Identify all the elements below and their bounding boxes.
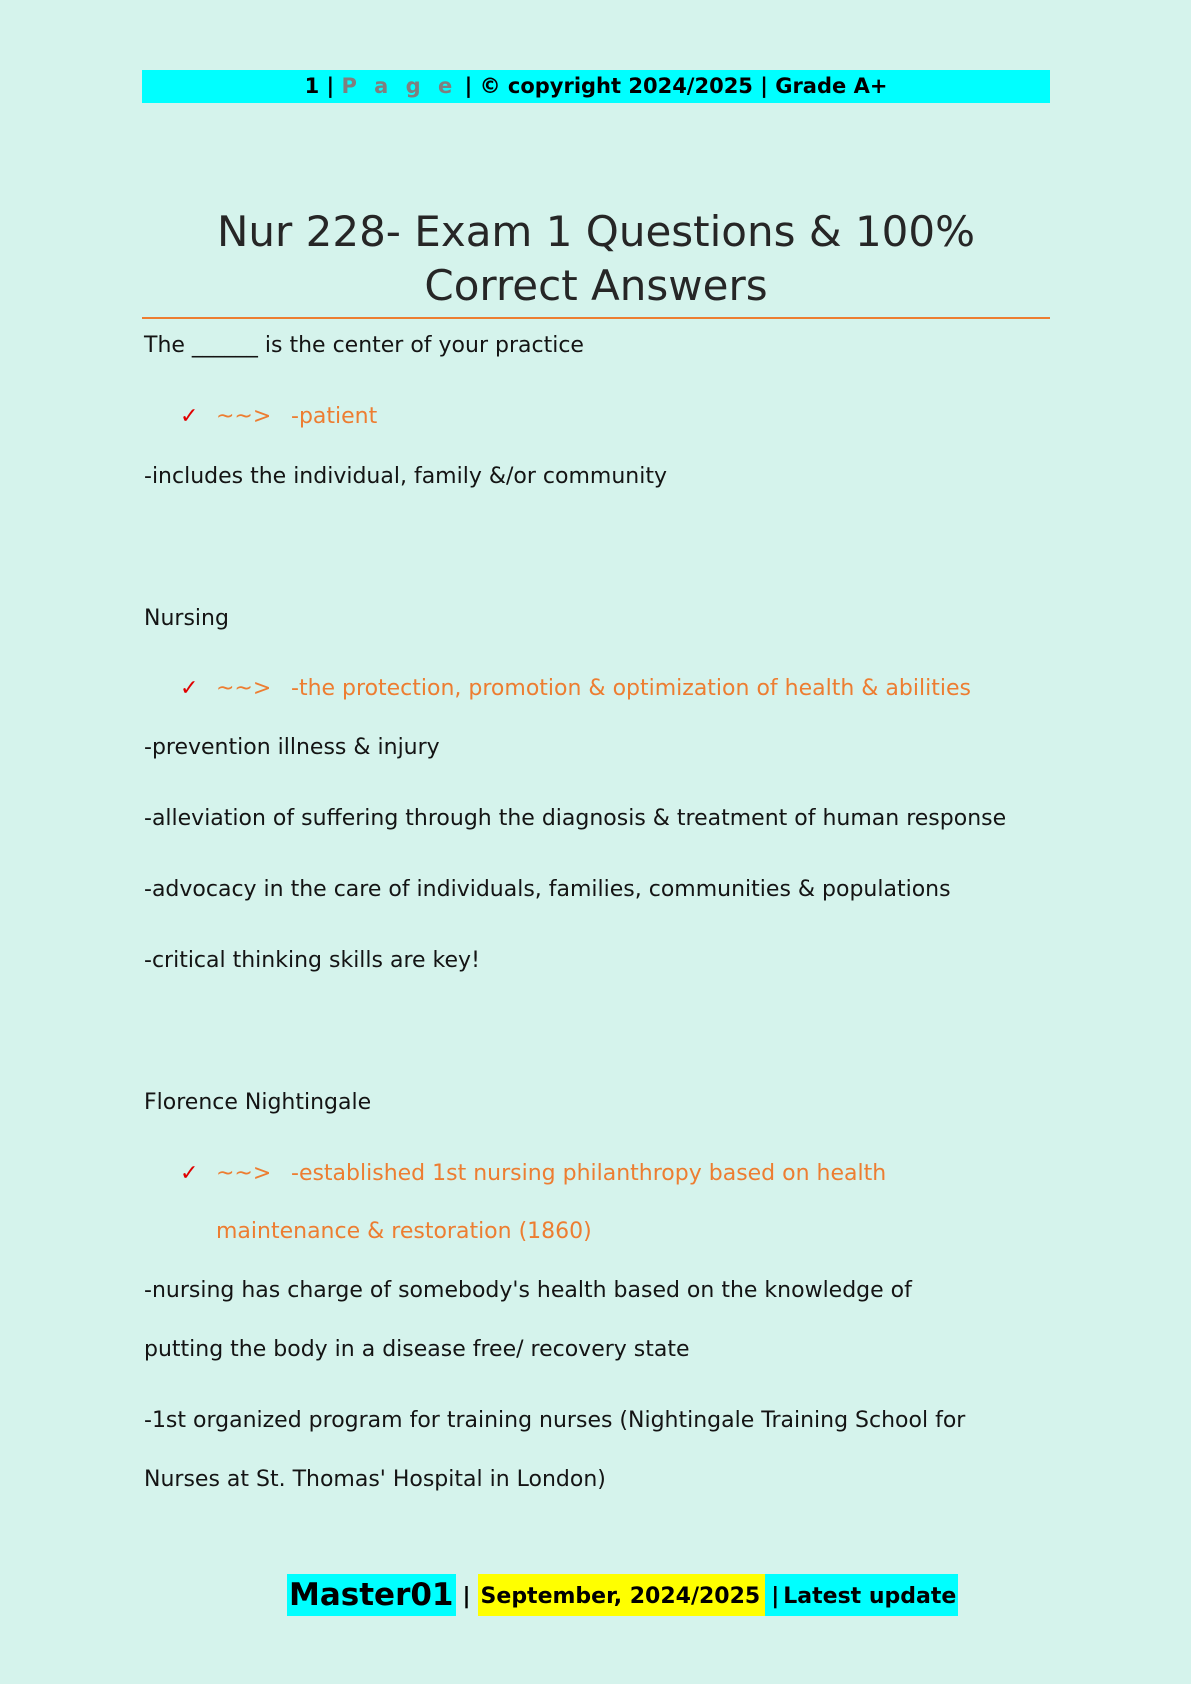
note-text: -nursing has charge of somebody's health based on the knowledge of bbox=[144, 1278, 912, 1303]
footer-date: September, 2024/2025 bbox=[478, 1574, 766, 1616]
answer-text: maintenance & restoration (1860) bbox=[216, 1219, 592, 1244]
answer-text: -the protection, promotion & optimization of health & abilities bbox=[291, 676, 971, 701]
note-text: -critical thinking skills are key! bbox=[144, 948, 480, 973]
header-separator: | bbox=[326, 74, 335, 98]
checkmark-icon: ✓ bbox=[180, 404, 199, 429]
page-label: P a g e bbox=[341, 74, 458, 98]
note-text: Nurses at St. Thomas' Hospital in London) bbox=[144, 1467, 606, 1492]
copyright-text: © copyright 2024/2025 bbox=[479, 74, 753, 98]
question-text: Nursing bbox=[144, 606, 229, 631]
question-text: Florence Nightingale bbox=[144, 1090, 372, 1115]
note-text: -1st organized program for training nurses (Nightingale Training School for bbox=[144, 1408, 966, 1433]
arrow-marker: ~~> bbox=[216, 404, 272, 429]
note-text: -advocacy in the care of individuals, families, communities & populations bbox=[144, 877, 951, 902]
page-number: 1 bbox=[304, 74, 320, 98]
note-text: -includes the individual, family &/or community bbox=[144, 464, 667, 489]
footer-separator: | bbox=[765, 1574, 783, 1616]
title-underline bbox=[142, 317, 1050, 319]
footer-latest-update: Latest update bbox=[783, 1574, 958, 1616]
answer-text: -patient bbox=[291, 404, 378, 429]
arrow-marker: ~~> bbox=[216, 1161, 272, 1186]
page-footer bbox=[287, 1574, 958, 1616]
note-text: putting the body in a disease free/ recovery state bbox=[144, 1337, 690, 1362]
checkmark-icon: ✓ bbox=[180, 676, 199, 701]
document-title: Nur 228- Exam 1 Questions & 100% Correct Answers bbox=[216, 207, 976, 310]
answer-text: -established 1st nursing philanthropy based on health bbox=[291, 1161, 887, 1186]
footer-brand: Master01 bbox=[287, 1574, 456, 1616]
header-separator: | bbox=[760, 74, 768, 98]
grade-text: Grade A+ bbox=[775, 74, 888, 98]
note-text: -prevention illness & injury bbox=[144, 735, 440, 760]
checkmark-icon: ✓ bbox=[180, 1161, 199, 1186]
page-header bbox=[142, 70, 1050, 103]
header-separator: | bbox=[464, 74, 473, 98]
arrow-marker: ~~> bbox=[216, 676, 272, 701]
question-text: The ______ is the center of your practice bbox=[144, 333, 584, 358]
note-text: -alleviation of suffering through the diagnosis & treatment of human response bbox=[144, 806, 1007, 831]
footer-separator: | bbox=[456, 1574, 478, 1616]
